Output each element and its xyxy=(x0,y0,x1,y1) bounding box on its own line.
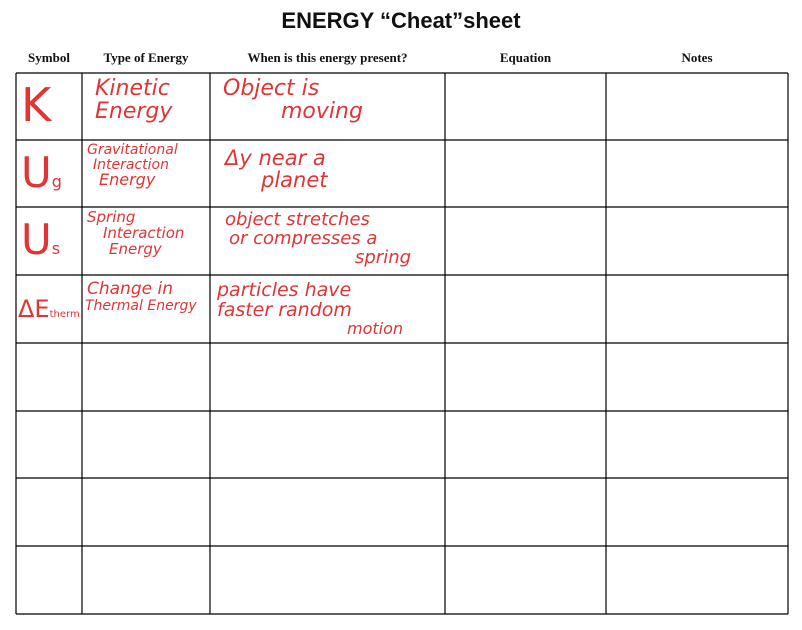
table-row-1-type xyxy=(83,76,209,139)
handwritten-text: Energy xyxy=(95,99,173,125)
symbol-subscript: g xyxy=(51,172,62,191)
handwritten-text: or compresses a xyxy=(229,227,378,249)
handwritten-text: Δy near a xyxy=(225,146,326,170)
table-row-1-symbol xyxy=(17,74,81,139)
symbol-subscript: s xyxy=(51,239,61,258)
header-equation: Equation xyxy=(499,50,552,65)
handwritten-text: Energy xyxy=(99,170,156,190)
symbol-subscript: therm xyxy=(49,309,80,320)
header-when-present: When is this energy present? xyxy=(247,50,408,65)
symbol-main: ΔE xyxy=(18,295,50,323)
table-row-2-when xyxy=(211,146,444,206)
handwritten-text: Object is xyxy=(223,76,320,101)
handwritten-text: Spring xyxy=(87,209,136,226)
handwritten-text: Thermal Energy xyxy=(85,297,197,314)
table-row-3-symbol xyxy=(17,208,81,274)
handwritten-text: spring xyxy=(355,246,412,268)
handwritten-text: moving xyxy=(281,99,363,125)
handwritten-text: Energy xyxy=(109,239,162,258)
handwritten-text: object stretches xyxy=(225,210,370,230)
symbol-main: U xyxy=(21,148,52,197)
handwritten-text: Kinetic xyxy=(95,76,170,101)
table-row-2-symbol xyxy=(17,141,81,206)
table-row-3-when xyxy=(211,210,444,274)
symbol-main: K xyxy=(21,78,52,132)
handwritten-text: Gravitational xyxy=(87,142,178,158)
table-row-4-when xyxy=(211,280,444,342)
header-symbol: Symbol xyxy=(28,50,70,65)
page-title: ENERGY “Cheat”sheet xyxy=(281,8,521,33)
handwritten-text: motion xyxy=(347,318,404,338)
table-row-1-when xyxy=(211,76,444,139)
table-row-4-type xyxy=(83,280,209,342)
handwritten-text: planet xyxy=(261,168,328,193)
header-notes: Notes xyxy=(681,50,713,65)
handwritten-text: Interaction xyxy=(103,223,185,242)
handwritten-text: faster random xyxy=(217,298,352,321)
table-row-3-type xyxy=(83,209,209,274)
handwritten-text: Interaction xyxy=(93,156,169,173)
table-row-2-type xyxy=(83,142,209,206)
handwritten-text: particles have xyxy=(217,280,352,301)
header-type-of-energy: Type of Energy xyxy=(103,50,189,65)
handwritten-text: Change in xyxy=(87,280,173,299)
symbol-main: U xyxy=(21,215,52,264)
table-row-4-symbol xyxy=(17,276,81,342)
